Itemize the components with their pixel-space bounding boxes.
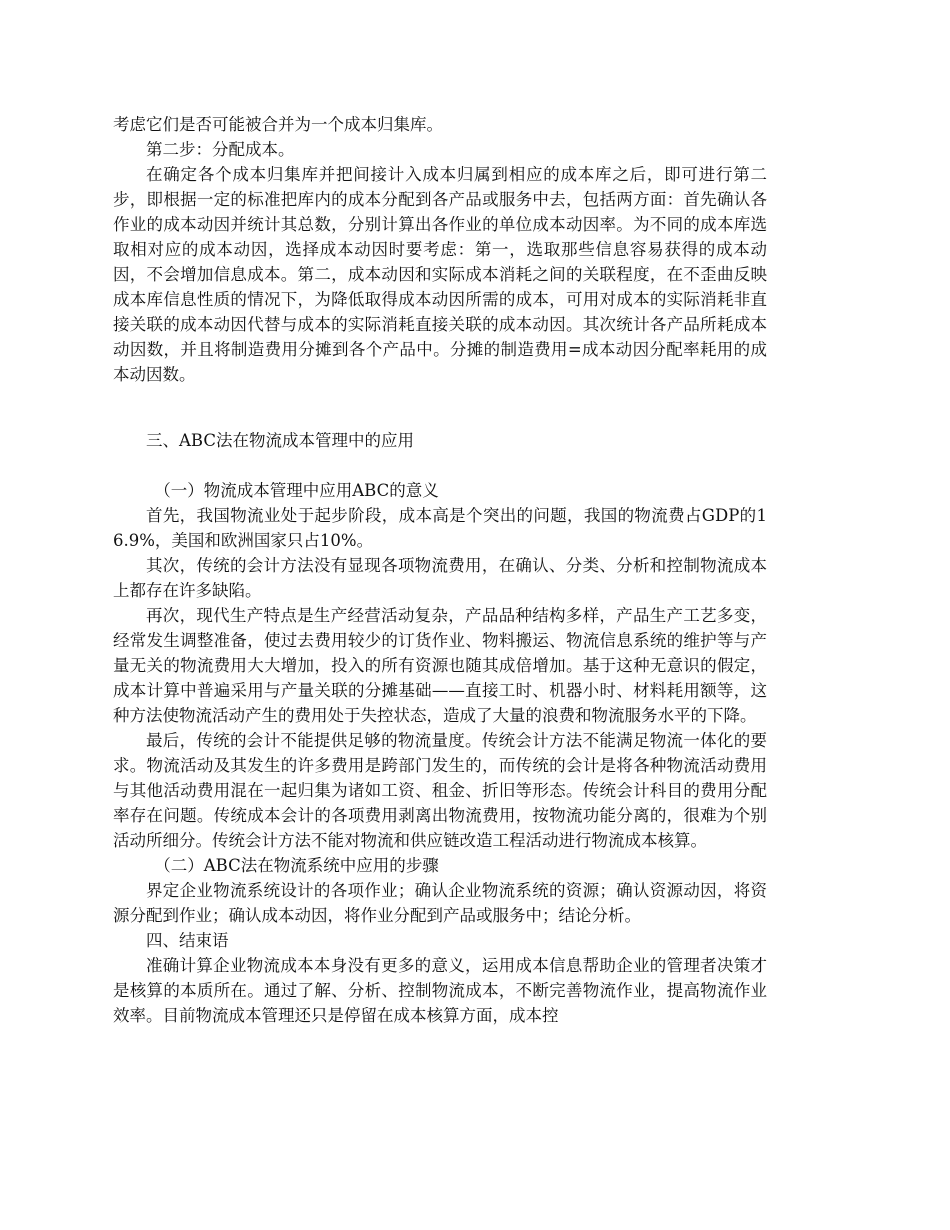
- paragraph-finally: 最后，传统的会计不能提供足够的物流量度。传统会计方法不能满足物流一体化的要求。物流活动及其发生的许多费用是跨部门发生的，而传统的会计是将各种物流活动费用与其他活动费用混在一起归集为诸如工资、租金、折旧等形态。传统会计科目的费用分配率存在问题。传统成本会计的各项费用剥离出物流费用，按物流功能分离的，很难为个别活动所细分。传统会计方法不能对物流和供应链改造工程活动进行物流成本核算。: [113, 731, 767, 850]
- section-heading-four: 四、结束语: [146, 931, 229, 950]
- paragraph-firstly: 首先，我国物流业处于起步阶段，成本高是个突出的问题，我国的物流费占GDP的16.9%，美国和欧洲国家只占10%。: [113, 506, 767, 550]
- subsection-heading-one: （一）物流成本管理中应用ABC的意义: [154, 481, 439, 500]
- step-two-heading: 第二步：分配成本。: [146, 140, 295, 159]
- paragraph-conclusion: 准确计算企业物流成本本身没有更多的意义，运用成本信息帮助企业的管理者决策才是核算的本质所在。通过了解、分析、控制物流成本，不断完善物流作业，提高物流作业效率。目前物流成本管理还只是停留在成本核算方面，成本控: [113, 956, 767, 1025]
- subsection-heading-two: （二）ABC法在物流系统中应用的步骤: [154, 856, 439, 875]
- document-page: [113, 112, 767, 1028]
- paragraph-secondly: 其次，传统的会计方法没有显现各项物流费用，在确认、分类、分析和控制物流成本上都存在许多缺陷。: [113, 556, 767, 600]
- paragraph-thirdly: 再次，现代生产特点是生产经营活动复杂，产品品种结构多样，产品生产工艺多变，经常发生调整准备，使过去费用较少的订货作业、物料搬运、物流信息系统的维护等与产量无关的物流费用大大增加，投入的所有资源也随其成倍增加。基于这种无意识的假定，成本计算中普遍采用与产量关联的分摊基础——直接工时、机器小时、材料耗用额等，这种方法使物流活动产生的费用处于失控状态，造成了大量的浪费和物流服务水平的下降。: [113, 606, 767, 725]
- paragraph-steps: 界定企业物流系统设计的各项作业；确认企业物流系统的资源；确认资源动因，将资源分配到作业；确认成本动因，将作业分配到产品或服务中；结论分析。: [113, 881, 767, 925]
- section-heading-three: 三、ABC法在物流成本管理中的应用: [146, 431, 414, 450]
- paragraph-continuation: 考虑它们是否可能被合并为一个成本归集库。: [113, 115, 443, 134]
- paragraph-cost-allocation: 在确定各个成本归集库并把间接计入成本归属到相应的成本库之后，即可进行第二步，即根据一定的标准把库内的成本分配到各产品或服务中去，包括两方面：首先确认各作业的成本动因并统计其总数，分别计算出各作业的单位成本动因率。为不同的成本库选取相对应的成本动因，选择成本动因时要考虑：第一，选取那些信息容易获得的成本动因，不会增加信息成本。第二，成本动因和实际成本消耗之间的关联程度，在不歪曲反映成本库信息性质的情况下，为降低取得成本动因所需的成本，可用对成本的实际消耗非直接关联的成本动因代替与成本的实际消耗直接关联的成本动因。其次统计各产品所耗成本动因数，并且将制造费用分摊到各个产品中。分摊的制造费用=成本动因分配率耗用的成本动因数。: [113, 165, 767, 384]
